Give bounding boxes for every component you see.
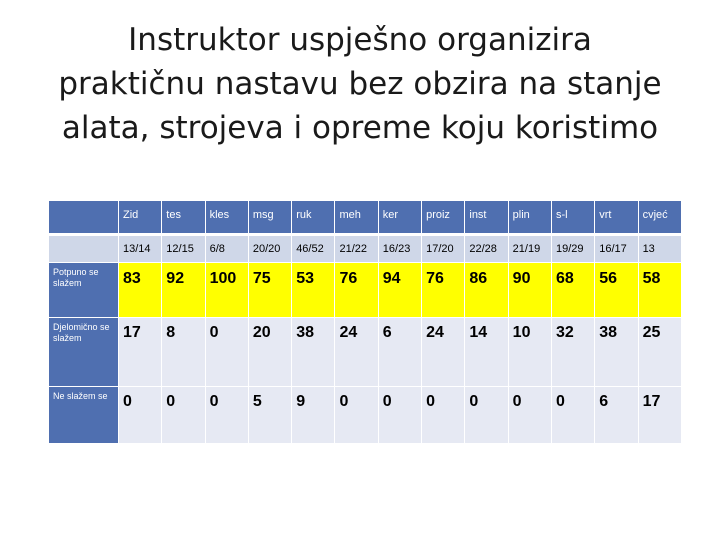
table-cell: 25 <box>638 318 681 387</box>
subheader-blank-cell <box>49 235 119 263</box>
subheader-cell: 6/8 <box>205 235 248 263</box>
subheader-cell: 12/15 <box>162 235 205 263</box>
table-cell: 0 <box>551 387 594 444</box>
column-header: tes <box>162 201 205 235</box>
row-label: Potpuno se slažem <box>49 263 119 318</box>
table-row <box>49 387 682 444</box>
column-header: ruk <box>292 201 335 235</box>
column-header: inst <box>465 201 508 235</box>
table-cell: 83 <box>119 263 162 318</box>
table-cell: 0 <box>508 387 551 444</box>
table-cell: 92 <box>162 263 205 318</box>
table-cell: 32 <box>551 318 594 387</box>
subheader-cell: 16/17 <box>595 235 638 263</box>
column-header: s-l <box>551 201 594 235</box>
subheader-cell: 21/22 <box>335 235 378 263</box>
column-header: vrt <box>595 201 638 235</box>
table-cell: 58 <box>638 263 681 318</box>
table-cell: 86 <box>465 263 508 318</box>
title-line-1: Instruktor uspješno organizira <box>128 22 592 58</box>
title-line-3: alata, strojeva i opreme koju koristimo <box>61 110 659 146</box>
table-cell: 68 <box>551 263 594 318</box>
table-cell: 17 <box>638 387 681 444</box>
column-header: plin <box>508 201 551 235</box>
subheader-cell: 19/29 <box>551 235 594 263</box>
table-cell: 0 <box>205 387 248 444</box>
table-cell: 24 <box>422 318 465 387</box>
subheader-row <box>49 235 682 263</box>
table-cell: 94 <box>378 263 421 318</box>
subheader-cell: 13/14 <box>119 235 162 263</box>
table-cell: 75 <box>248 263 291 318</box>
table-row <box>49 263 682 318</box>
table-cell: 17 <box>119 318 162 387</box>
table-cell: 0 <box>378 387 421 444</box>
header-corner-cell <box>49 201 119 235</box>
survey-results-table <box>48 200 682 444</box>
table-cell: 38 <box>292 318 335 387</box>
table-cell: 0 <box>119 387 162 444</box>
table-cell: 0 <box>465 387 508 444</box>
table-cell: 5 <box>248 387 291 444</box>
subheader-cell: 21/19 <box>508 235 551 263</box>
subheader-cell: 20/20 <box>248 235 291 263</box>
column-header: ker <box>378 201 421 235</box>
table-cell: 53 <box>292 263 335 318</box>
table-cell: 10 <box>508 318 551 387</box>
table-cell: 14 <box>465 318 508 387</box>
table-cell: 24 <box>335 318 378 387</box>
table-cell: 76 <box>422 263 465 318</box>
table-cell: 0 <box>422 387 465 444</box>
column-header: kles <box>205 201 248 235</box>
table-row <box>49 318 682 387</box>
row-label: Ne slažem se <box>49 387 119 444</box>
column-header: proiz <box>422 201 465 235</box>
table-cell: 90 <box>508 263 551 318</box>
subheader-cell: 46/52 <box>292 235 335 263</box>
table-cell: 0 <box>335 387 378 444</box>
table-cell: 9 <box>292 387 335 444</box>
table-cell: 100 <box>205 263 248 318</box>
column-header-row <box>49 201 682 235</box>
column-header: msg <box>248 201 291 235</box>
table-cell: 6 <box>378 318 421 387</box>
title-line-2: praktičnu nastavu bez obzira na stanje <box>58 66 662 102</box>
table-cell: 6 <box>595 387 638 444</box>
column-header: Zid <box>119 201 162 235</box>
subheader-cell: 17/20 <box>422 235 465 263</box>
row-label: Djelomično se slažem <box>49 318 119 387</box>
table-cell: 20 <box>248 318 291 387</box>
slide-title <box>20 18 700 150</box>
table-cell: 8 <box>162 318 205 387</box>
column-header: cvjeć <box>638 201 681 235</box>
subheader-cell: 16/23 <box>378 235 421 263</box>
table-cell: 0 <box>205 318 248 387</box>
table-cell: 38 <box>595 318 638 387</box>
subheader-cell: 22/28 <box>465 235 508 263</box>
table-cell: 56 <box>595 263 638 318</box>
table-cell: 76 <box>335 263 378 318</box>
column-header: meh <box>335 201 378 235</box>
subheader-cell: 13 <box>638 235 681 263</box>
table-cell: 0 <box>162 387 205 444</box>
